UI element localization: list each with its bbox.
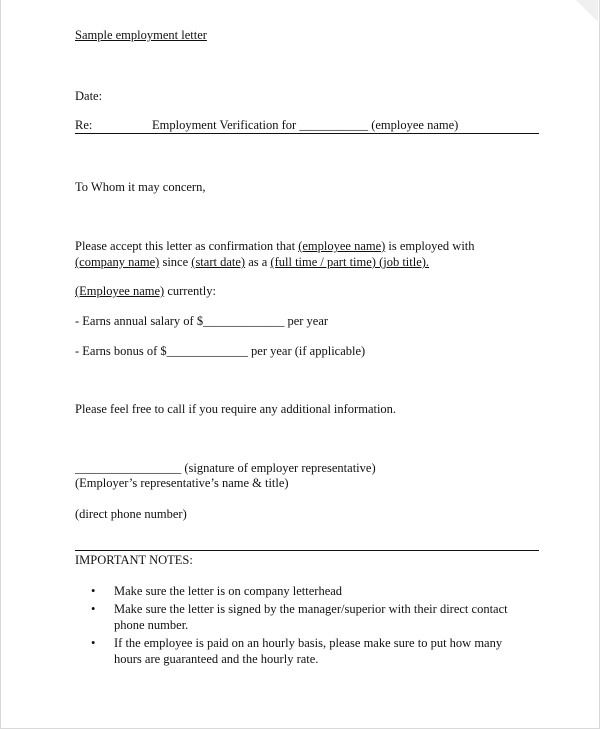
- re-divider: [75, 133, 539, 134]
- re-subject: [152, 118, 458, 133]
- bonus-line: - Earns bonus of $_____________ per year (if applicable): [75, 344, 366, 358]
- salutation: To Whom it may concern,: [75, 180, 206, 194]
- bullet-icon: •: [91, 584, 96, 598]
- signature-line: _________________ (signature of employer representative): [75, 461, 376, 475]
- note-text: Make sure the letter is signed by the manager/superior with their direct contact phone number.: [114, 602, 508, 632]
- bullet-icon: •: [91, 636, 96, 650]
- re-subject-prefix: Employment Verification for: [152, 118, 297, 132]
- currently-employee-name: (Employee name): [75, 284, 165, 298]
- currently-suffix: currently:: [167, 284, 216, 298]
- list-item: [91, 583, 531, 599]
- para1-text-4: as a: [248, 255, 268, 269]
- note-text: If the employee is paid on an hourly basis, please make sure to put how many hours are guaranteed and the hourly rate.: [114, 636, 503, 666]
- document-heading: Sample employment letter: [75, 28, 207, 42]
- para1-text-1: Please accept this letter as confirmation that: [75, 239, 296, 253]
- para1-text-3: since: [162, 255, 189, 269]
- notes-title: IMPORTANT NOTES:: [75, 553, 193, 567]
- phone-line: (direct phone number): [75, 507, 187, 521]
- call-line: Please feel free to call if you require any additional information.: [75, 402, 397, 416]
- paragraph-1-line-1: [75, 239, 475, 254]
- date-label: Date:: [75, 89, 103, 103]
- currently-line: [75, 284, 216, 299]
- notes-list: [91, 583, 531, 669]
- para1-text-2: is employed with: [388, 239, 475, 253]
- representative-name-line: (Employer’s representative’s name & title): [75, 476, 289, 490]
- paragraph-1-line-2: [75, 255, 429, 270]
- re-blank: ___________: [299, 118, 369, 132]
- notes-divider: [75, 550, 539, 551]
- bullet-icon: •: [91, 602, 96, 616]
- re-label: Re:: [75, 118, 93, 132]
- page-corner-fold: [576, 0, 598, 22]
- note-text: Make sure the letter is on company letterhead: [114, 584, 343, 598]
- para1-employee-name: (employee name): [298, 239, 386, 253]
- list-item: [91, 635, 531, 667]
- para1-start-date: (start date): [191, 255, 246, 269]
- para1-company-name: (company name): [75, 255, 160, 269]
- para1-job-title: (full time / part time) (job title).: [270, 255, 430, 269]
- salary-line: - Earns annual salary of $_____________ per year: [75, 314, 329, 328]
- list-item: [91, 601, 531, 633]
- re-subject-suffix: (employee name): [371, 118, 459, 132]
